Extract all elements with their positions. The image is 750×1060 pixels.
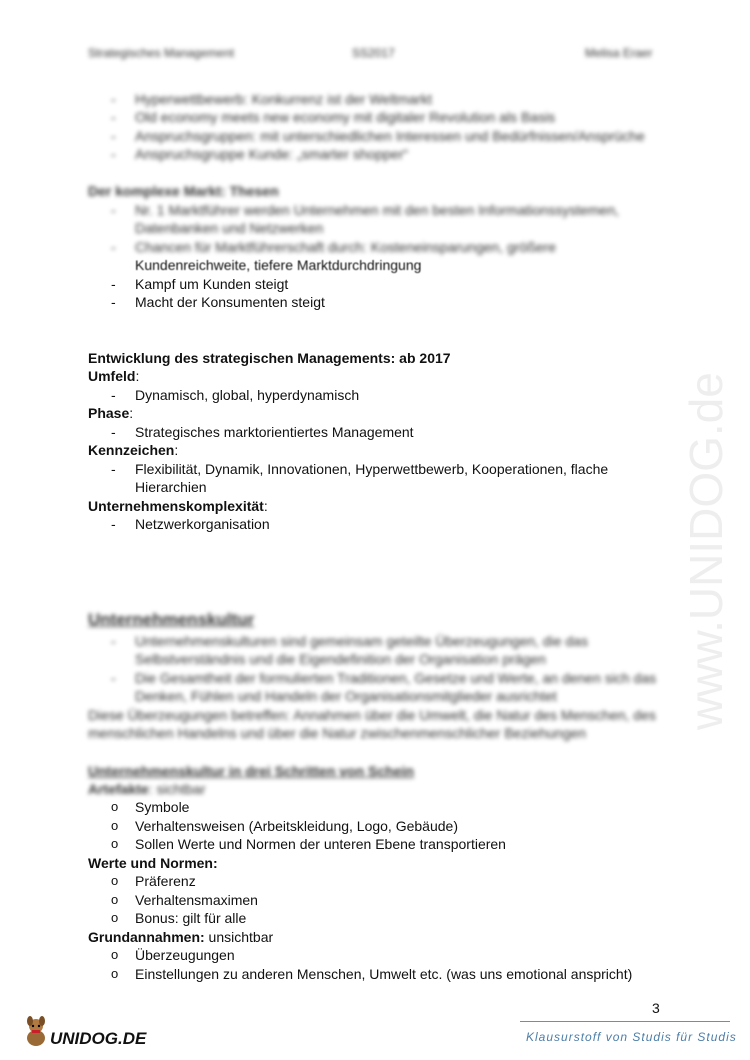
footer-divider (520, 1021, 730, 1022)
page-number: 3 (652, 1000, 660, 1016)
list-item: - Old economy meets new economy mit digitaler Revolution als Basis (135, 108, 555, 127)
label-values: Werte und Normen: (88, 855, 218, 871)
list-item: o Präferenz (135, 872, 196, 891)
paragraph-line: menschlichen Handelns und über die Natur zwischenmenschlicher Beziehungen (88, 725, 587, 741)
unidog-logo (20, 1012, 160, 1057)
section-heading-complex-market: Der komplexe Markt: Thesen (88, 183, 279, 199)
section-heading-development: Entwicklung des strategischen Managements: ab 2017 (88, 350, 451, 366)
footer-tagline: Klausurstoff von Studis für Studis (526, 1030, 737, 1044)
header-center: SS2017 (352, 46, 395, 60)
subheading-schein: Unternehmenskultur in drei Schritten von Schein (88, 763, 414, 779)
list-item: - Die Gesamtheit der formulierten Traditionen, Gesetze und Werte, an denen sich das (135, 669, 656, 688)
list-item: - Kampf um Kunden steigt (135, 275, 288, 294)
list-item: o Überzeugungen (135, 946, 235, 965)
label-artefakte: Artefakte: sichtbar (88, 781, 206, 797)
list-item: - Nr. 1 Marktführer werden Unternehmen mit den besten Informationssystemen, (135, 201, 619, 220)
label-umfeld: Umfeld: (88, 368, 140, 384)
header-right: Melisa Eraer (585, 46, 653, 60)
list-item: - Netzwerkorganisation (135, 515, 270, 534)
list-item: - Flexibilität, Dynamik, Innovationen, Hyperwettbewerb, Kooperationen, flache (135, 460, 608, 479)
list-item-continuation: Selbstverständnis und die Eigendefinition der Organisation prägen (135, 651, 546, 667)
header-left: Strategisches Management (88, 46, 235, 60)
list-item: - Dynamisch, global, hyperdynamisch (135, 386, 359, 405)
list-item: o Verhaltensweisen (Arbeitskleidung, Logo, Gebäude) (135, 817, 458, 836)
list-item-continuation: Kundenreichweite, tiefere Marktdurchdringung (135, 257, 422, 273)
list-item: - Macht der Konsumenten steigt (135, 293, 325, 312)
section-heading-culture: Unternehmenskultur (88, 610, 255, 629)
label-kennzeichen: Kennzeichen: (88, 442, 179, 458)
list-item: o Einstellungen zu anderen Menschen, Umwelt etc. (was uns emotional anspricht) (135, 965, 632, 984)
watermark (667, 290, 747, 740)
list-item: o Verhaltensmaximen (135, 891, 258, 910)
list-item: - Unternehmenskulturen sind gemeinsam geteilte Überzeugungen, die das (135, 632, 588, 651)
list-item: - Hyperwettbewerb: Konkurrenz ist der Weltmarkt (135, 90, 432, 109)
list-item-continuation: Hierarchien (135, 479, 207, 495)
list-item: o Sollen Werte und Normen der unteren Ebene transportieren (135, 835, 506, 854)
list-item-continuation: Datenbanken und Netzwerken (135, 220, 324, 236)
svg-text:UNIDOG.DE: UNIDOG.DE (50, 1029, 147, 1048)
label-basic-assumptions: Grundannahmen: unsichtbar (88, 929, 274, 945)
label-phase: Phase: (88, 405, 134, 421)
list-item: - Chancen für Marktführerschaft durch: Kosteneinsparungen, größere (135, 238, 556, 257)
label-complexity: Unternehmenskomplexität: (88, 498, 268, 514)
list-item: - Anspruchsgruppen: mit unterschiedlichen Interessen und Bedürfnissen/Ansprüche (135, 127, 645, 146)
list-item: - Anspruchsgruppe Kunde: „smarter shopper“ (135, 145, 408, 164)
list-item: - Strategisches marktorientiertes Management (135, 423, 414, 442)
list-item: o Bonus: gilt für alle (135, 909, 246, 928)
paragraph-line: Diese Überzeugungen betreffen: Annahmen über die Umwelt, die Natur des Menschen, des (88, 707, 656, 723)
list-item: o Symbole (135, 798, 189, 817)
svg-text:www.UNIDOG.de: www.UNIDOG.de (680, 372, 732, 730)
list-item-continuation: Denken, Fühlen und Handeln der Organisationsmitglieder ausrichtet (135, 688, 557, 704)
